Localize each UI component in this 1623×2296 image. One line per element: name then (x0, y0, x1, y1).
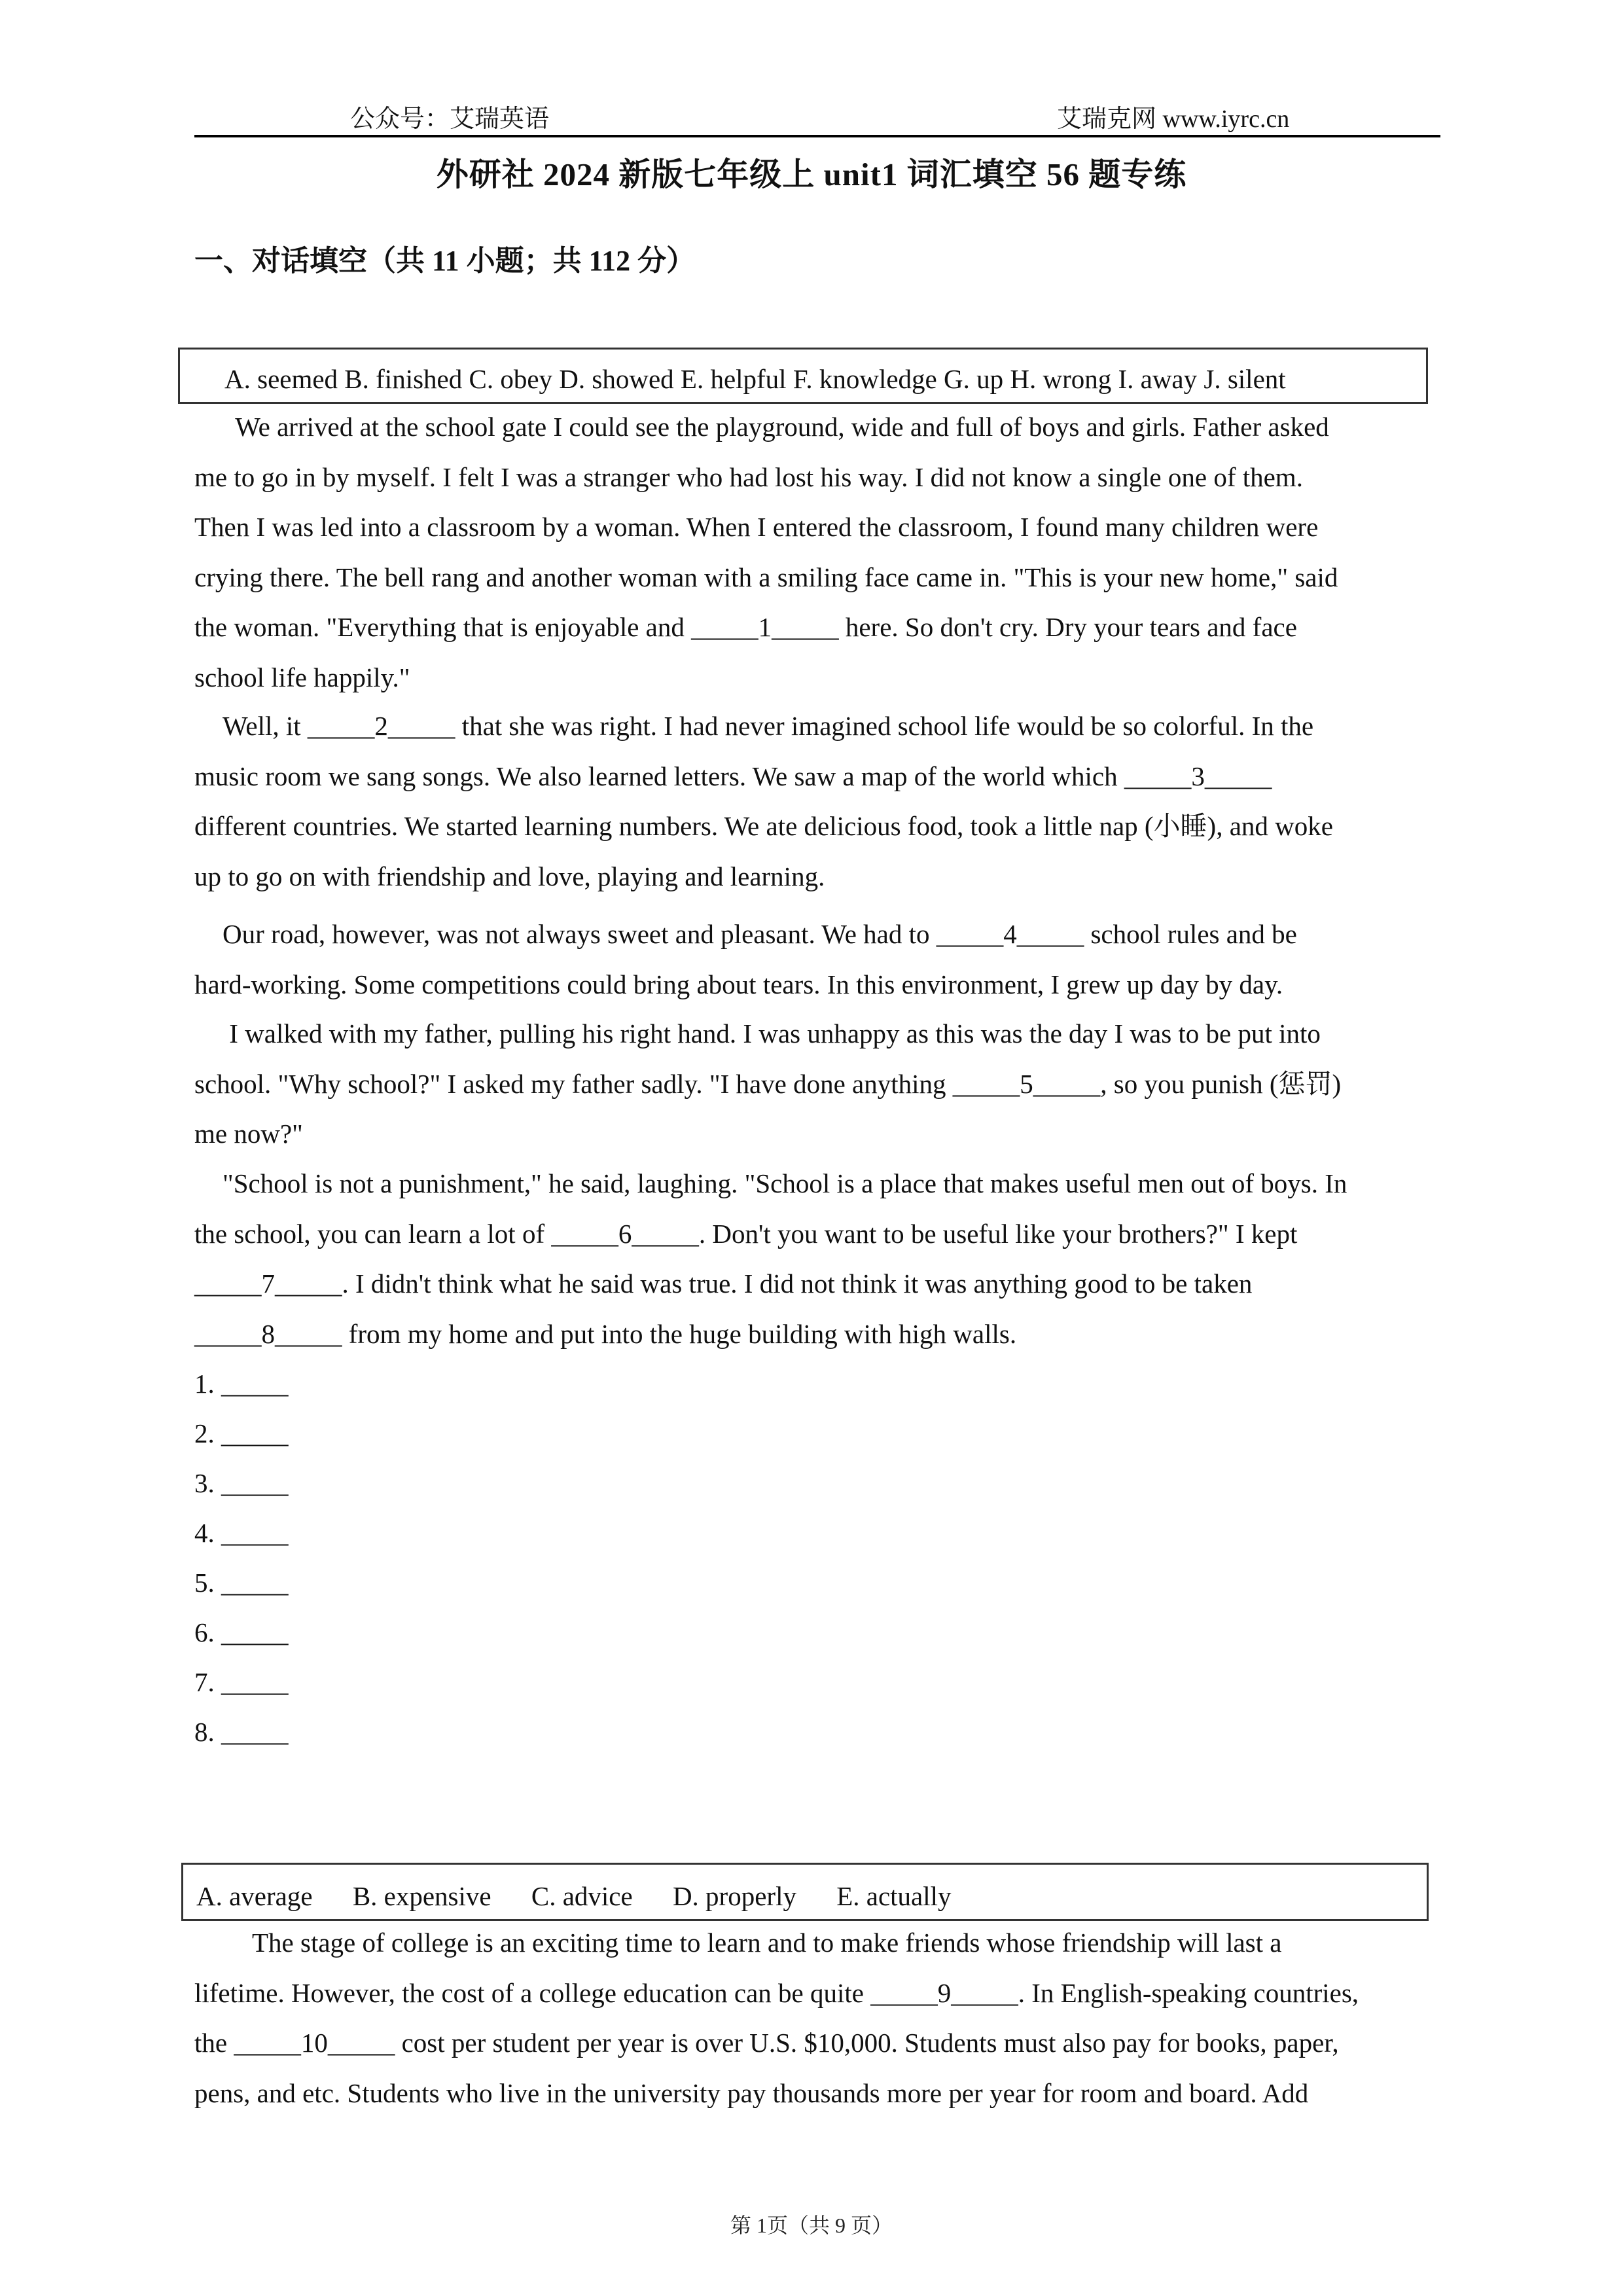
answer-line-3: 3. _____ (194, 1468, 289, 1498)
passage-1-paragraph-1: We arrived at the school gate I could see the playground, wide and full of boys and girls. Father asked me to go in by myself. I felt I was a stranger who had lost his way. I did not know a single one of them. Then I was led into a classroom by a woman. When I entered the classroom, I found many children were crying there. The bell rang and another woman with a smiling face came in. "This is your new home," said the woman. "Everything that is enjoyable and _____1_____ here. So don't cry. Dry your tears and face school life happily." (194, 412, 1338, 692)
passage-1-paragraph-2: Well, it _____2_____ that she was right. I had never imagined school life would be so colorful. In the music room we sang songs. We also learned letters. We saw a map of the world which _____3_____ different countries. We started learning numbers. We ate delicious food, took a little nap (小睡), and woke up to go on with friendship and love, playing and learning. (194, 711, 1333, 891)
answer-line-5: 5. _____ (194, 1568, 289, 1598)
word-option-d: D. properly (672, 1881, 796, 1911)
answer-line-2: 2. _____ (194, 1418, 289, 1448)
header-left-text: 公众号：艾瑞英语 (350, 105, 550, 133)
word-option-c: C. advice (531, 1881, 633, 1911)
answer-line-8: 8. _____ (194, 1717, 289, 1747)
answer-list (194, 1359, 289, 1757)
document-title: 外研社 2024 新版七年级上 unit1 词汇填空 56 题专练 (436, 156, 1187, 192)
word-option-b: B. expensive (352, 1881, 491, 1911)
word-option-e: E. actually (836, 1881, 952, 1911)
answer-line-4: 4. _____ (194, 1518, 289, 1548)
page-header (194, 85, 1440, 137)
passage-1-paragraph-3: Our road, however, was not always sweet and pleasant. We had to _____4_____ school rules and be hard-working. Some competitions could bring about tears. In this environment, I grew up day by day. (194, 919, 1297, 999)
header-right-text: 艾瑞克网 www.iyrc.cn (1057, 105, 1290, 133)
answer-line-7: 7. _____ (194, 1667, 289, 1697)
word-bank-box-1: A. seemed B. finished C. obey D. showed E. helpful F. knowledge G. up H. wrong I. away J. silent (178, 348, 1428, 404)
passage-1-paragraph-4: I walked with my father, pulling his right hand. I was unhappy as this was the day I was to be put into school. "Why school?" I asked my father sadly. "I have done anything _____5_____, so you punish (惩罚) me now?" (194, 1018, 1342, 1149)
page-footer: 第 1页（共 9 页） (730, 2214, 893, 2237)
passage-2-paragraph-1: The stage of college is an exciting time to learn and to make friends whose friendship will last a lifetime. However, the cost of a college education can be quite _____9_____. In English-speaking countries, the _____10_____ cost per student per year is over U.S. $10,000. Students must also pay for books, paper, pens, and etc. Students who live in the university pay thousands more per year for room and board. Add (194, 1928, 1359, 2108)
word-option-a: A. average (196, 1881, 313, 1911)
word-bank-box-2 (181, 1863, 1429, 1921)
answer-line-6: 6. _____ (194, 1617, 289, 1647)
passage-1-paragraph-5: "School is not a punishment," he said, laughing. "School is a place that makes useful men out of boys. In the school, you can learn a lot of _____6_____. Don't you want to be useful like your brothers?" I kept _____7_____. I didn't think what he said was true. I did not think it was anything good to be taken _____8_____ from my home and put into the huge building with high walls. (194, 1168, 1347, 1349)
answer-line-1: 1. _____ (194, 1369, 289, 1399)
section-heading: 一、对话填空（共 11 小题；共 112 分） (194, 245, 696, 277)
